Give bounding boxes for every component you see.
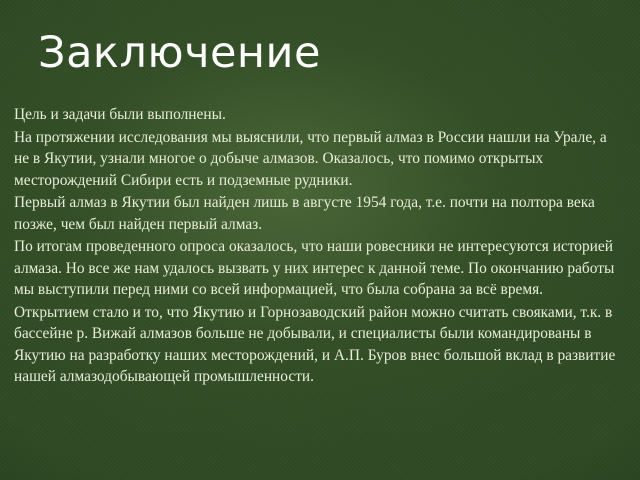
paragraph-survey-results: По итогам проведенного опроса оказалось, что наши ровесники не интересуются историей алмаза. Но все же нам удалось вызвать у них интерес к данной теме. По окончанию работы мы выступили перед ними со всей информацией, что была собрана за всё время. xyxy=(14,238,615,298)
paragraph-yakutia-diamond: Первый алмаз в Якутии был найден лишь в августе 1954 года, т.е. почти на полтора века позже, чем был найден первый алмаз. xyxy=(14,194,595,233)
slide-body xyxy=(14,104,624,389)
slide-title: Заключение xyxy=(38,28,321,78)
paragraph-discovery: Открытием стало и то, что Якутию и Горнозаводский район можно считать свояками, т.к. в бассейне р. Вижай алмазов больше не добывали, и специалисты были командированы в Якутию на разработку наших месторождений, и А.П. Буров внес большой вклад в развитие нашей алмазодобывающей промышленности. xyxy=(14,303,616,385)
paragraph-research-findings: На протяжении исследования мы выяснили, что первый алмаз в России нашли на Урале, а не в Якутии, узнали многое о добыче алмазов. Оказалось, что помимо открытых месторождений Сибири есть и подземные рудники. xyxy=(14,128,607,189)
paragraph-goals: Цель и задачи были выполнены. xyxy=(14,106,226,123)
